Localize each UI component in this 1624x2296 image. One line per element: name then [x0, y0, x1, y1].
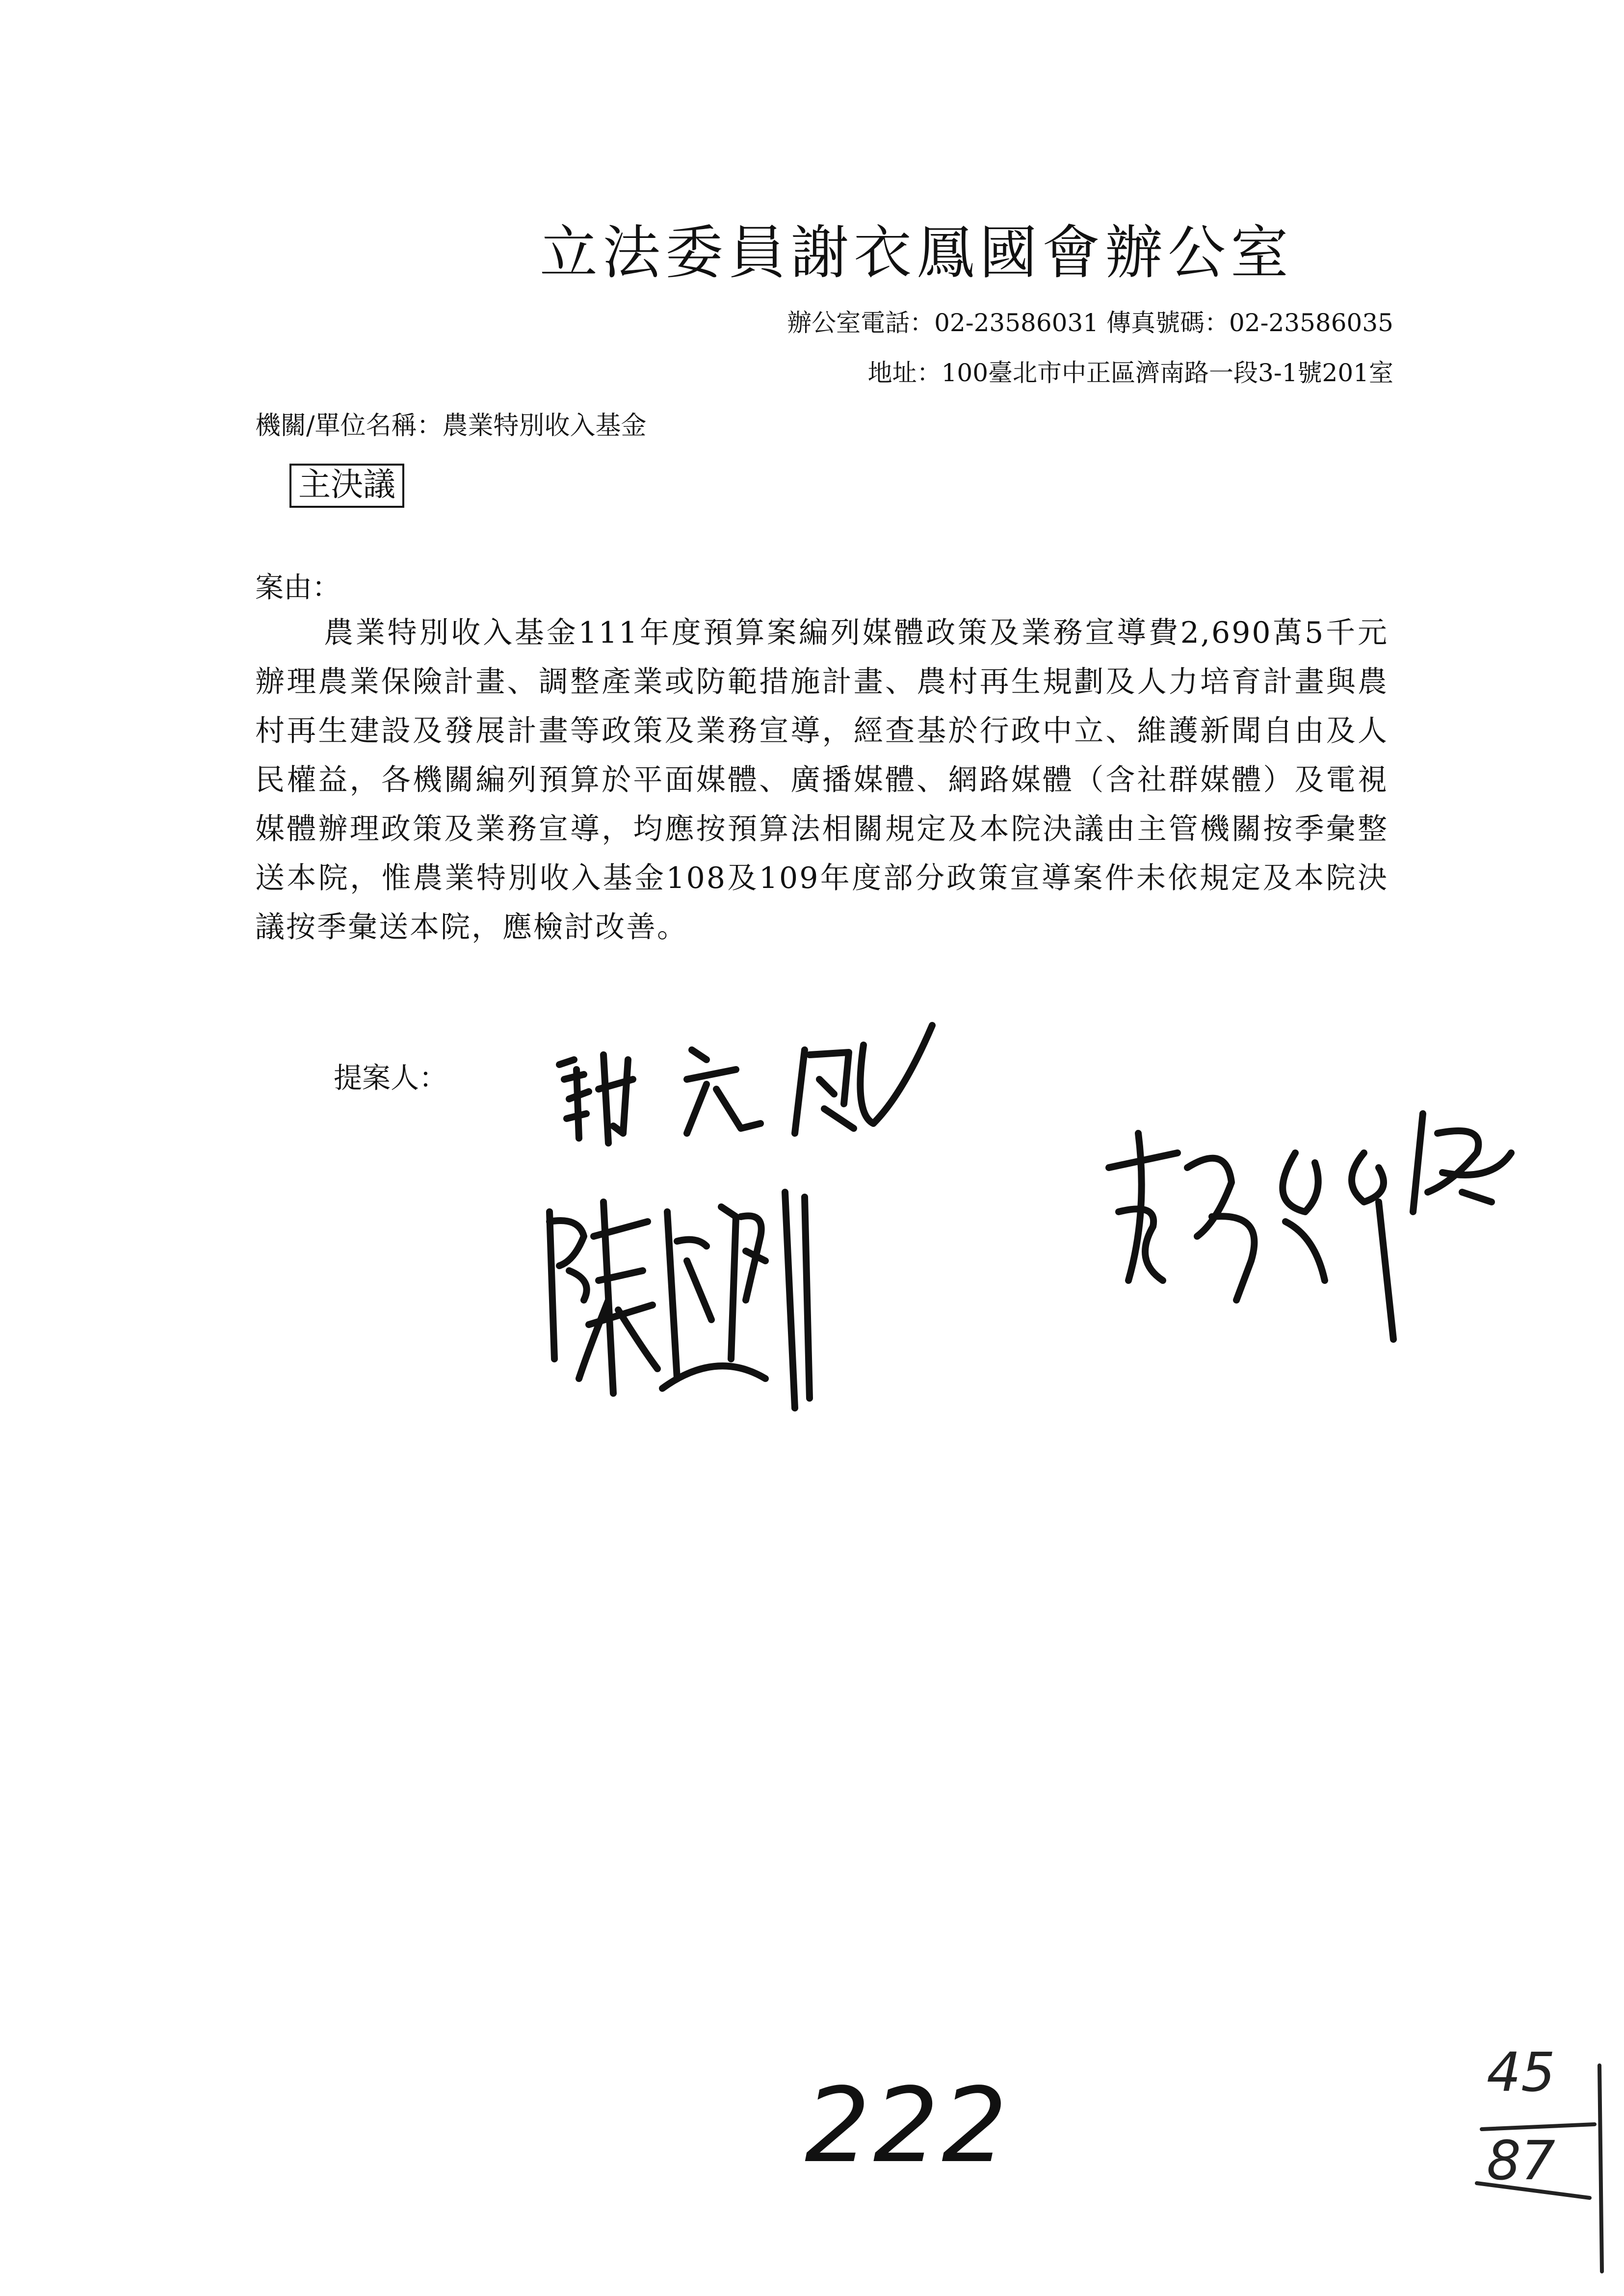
signature-3: [1109, 1114, 1511, 1339]
proposer-label: 提案人：: [334, 1061, 448, 1095]
office-title: 立法委員謝衣鳳國會辦公室: [540, 219, 1294, 287]
page-number-handwritten: 222: [805, 2065, 1010, 2186]
margin-note-top-number: 45: [1487, 2041, 1555, 2104]
office-phone-fax-line: 辦公室電話：02-23586031 傳真號碼：02-23586035: [787, 309, 1393, 337]
margin-page-note: [1467, 2036, 1614, 2281]
margin-note-bottom-number: 87: [1487, 2129, 1555, 2192]
signature-1: [559, 1025, 932, 1143]
agency-name-line: 機關/單位名稱：農業特別收入基金: [255, 411, 647, 441]
main-resolution-badge: 主決議: [289, 464, 404, 508]
handwritten-signatures: [530, 1006, 1585, 1447]
office-address-line: 地址：100臺北市中正區濟南路一段3-1號201室: [867, 359, 1393, 387]
signature-2: [550, 1192, 810, 1408]
case-reason-body: 農業特別收入基金111年度預算案編列媒體政策及業務宣導費2,690萬5千元辦理農業保險計畫、調整產業或防範措施計畫、農村再生規劃及人力培育計畫與農村再生建設及發展計畫等政策及業務宣導，經查基於行政中立、維護新聞自由及人民權益，各機關編列預算於平面媒體、廣播媒體、網路媒體（含社群媒體）及電視媒體辦理政策及業務宣導，均應按預算法相關規定及本院決議由主管機關按季彙整送本院，惟農業特別收入基金108及109年度部分政策宣導案件未依規定及本院決議按季彙送本院，應檢討改善。: [255, 616, 1388, 944]
case-reason-label: 案由：: [255, 571, 341, 604]
